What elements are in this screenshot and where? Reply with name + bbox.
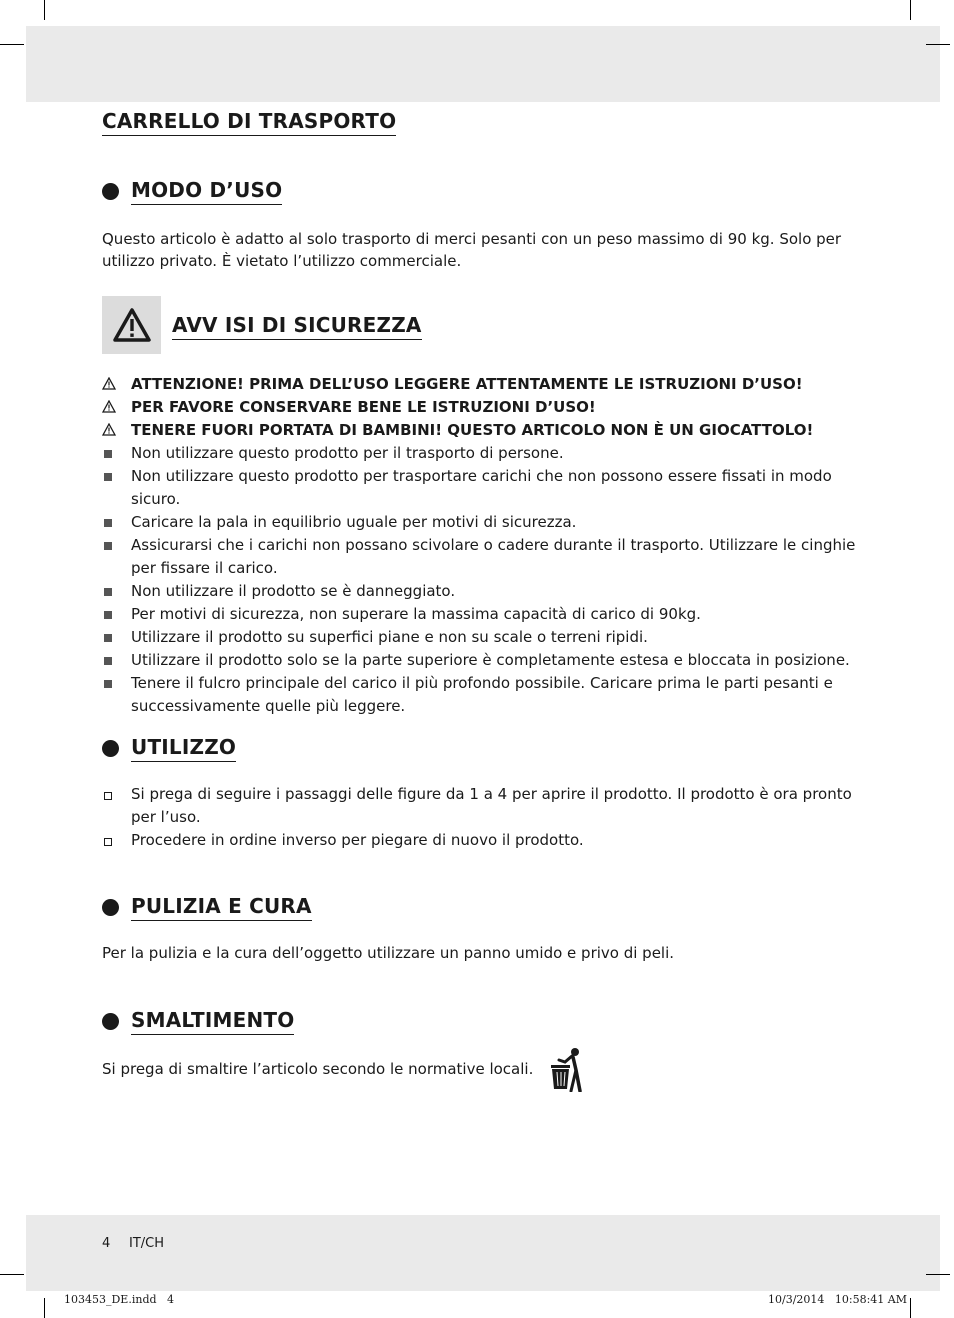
disposal-row xyxy=(102,1046,585,1092)
square-bullet-icon xyxy=(104,588,112,596)
list-item-text: Assicurarsi che i carichi non possano scivolare o cadere durante il trasporto. Utilizzare le cinghie per fissare il carico. xyxy=(131,536,856,577)
crop-mark xyxy=(910,0,911,20)
list-item-text: Tenere il fulcro principale del carico il più profondo possibile. Caricare prima le parti pesanti e successivamente quelle più leggere. xyxy=(131,674,833,715)
list-item xyxy=(102,534,862,580)
waste-bin-icon xyxy=(549,1046,585,1092)
checkbox-bullet-icon xyxy=(104,792,112,800)
list-item xyxy=(102,465,862,511)
list-item-text: Utilizzare il prodotto su superfici piane e non su scale o terreni ripidi. xyxy=(131,628,648,646)
list-item xyxy=(102,626,862,649)
list-item xyxy=(102,829,862,852)
cleaning-heading: PULIZIA E CURA xyxy=(131,893,312,921)
list-item-text: Procedere in ordine inverso per piegare di nuovo il prodotto. xyxy=(131,831,584,849)
small-warning-icon xyxy=(102,423,116,436)
list-item-text: Non utilizzare questo prodotto per il trasporto di persone. xyxy=(131,444,564,462)
warning-triangle-icon xyxy=(112,307,152,343)
top-band xyxy=(26,26,940,102)
list-item xyxy=(102,672,862,718)
square-bullet-icon xyxy=(104,473,112,481)
slug-timestamp: 10/3/2014 10:58:41 AM xyxy=(768,1293,907,1306)
bottom-band xyxy=(26,1215,940,1291)
bullet-dot-icon xyxy=(102,1013,119,1030)
list-item-text: Utilizzare il prodotto solo se la parte superiore è completamente estesa e bloccata in posizione. xyxy=(131,651,850,669)
operation-heading: UTILIZZO xyxy=(131,734,236,762)
small-warning-icon xyxy=(102,377,116,390)
small-warning-icon xyxy=(102,400,116,413)
disposal-text: Si prega di smaltire l’articolo secondo le normative locali. xyxy=(102,1060,534,1078)
list-item xyxy=(102,783,862,829)
crop-mark xyxy=(926,1274,950,1275)
operation-list xyxy=(102,783,862,852)
square-bullet-icon xyxy=(104,450,112,458)
square-bullet-icon xyxy=(104,634,112,642)
usage-heading: MODO D’USO xyxy=(131,177,282,205)
crop-mark xyxy=(44,1298,45,1318)
checkbox-bullet-icon xyxy=(104,838,112,846)
list-item-text: Si prega di seguire i passaggi delle figure da 1 a 4 per aprire il prodotto. Il prodotto è ora pronto per l’uso. xyxy=(131,785,852,826)
crop-mark xyxy=(0,44,24,45)
section-cleaning-header xyxy=(102,893,312,921)
list-item xyxy=(102,511,862,534)
list-item xyxy=(102,603,862,626)
section-operation-header xyxy=(102,734,236,762)
list-item xyxy=(102,442,862,465)
square-bullet-icon xyxy=(104,611,112,619)
usage-text: Questo articolo è adatto al solo trasporto di merci pesanti con un peso massimo di 90 kg. Solo per utilizzo privato. È vietato l’utilizzo commerciale. xyxy=(102,230,842,270)
safety-heading: AVV ISI DI SICUREZZA xyxy=(172,312,422,340)
square-bullet-icon xyxy=(104,519,112,527)
crop-mark xyxy=(926,44,950,45)
square-bullet-icon xyxy=(104,542,112,550)
cleaning-text: Per la pulizia e la cura dell’oggetto utilizzare un panno umido e privo di peli. xyxy=(102,944,675,962)
bullet-dot-icon xyxy=(102,899,119,916)
list-item xyxy=(102,580,862,603)
language-code: IT/CH xyxy=(129,1236,165,1251)
disposal-heading: SMALTIMENTO xyxy=(131,1007,294,1035)
safety-list xyxy=(102,373,862,718)
warning-item xyxy=(102,396,862,419)
bullet-dot-icon xyxy=(102,740,119,757)
section-safety-header xyxy=(172,312,422,340)
square-bullet-icon xyxy=(104,657,112,665)
crop-mark xyxy=(910,1298,911,1318)
list-item-text: Caricare la pala in equilibrio uguale per motivi di sicurezza. xyxy=(131,513,577,531)
warning-item xyxy=(102,373,862,396)
page-number: 4 xyxy=(102,1236,111,1251)
list-item-text: Non utilizzare questo prodotto per trasportare carichi che non possono essere fissati in modo sicuro. xyxy=(131,467,832,508)
list-item xyxy=(102,649,862,672)
warning-text: PER FAVORE CONSERVARE BENE LE ISTRUZIONI D’USO! xyxy=(131,398,596,416)
list-item-text: Non utilizzare il prodotto se è danneggiato. xyxy=(131,582,456,600)
warning-text: ATTENZIONE! PRIMA DELL’USO LEGGERE ATTENTAMENTE LE ISTRUZIONI D’USO! xyxy=(131,375,803,393)
square-bullet-icon xyxy=(104,680,112,688)
section-disposal-header xyxy=(102,1007,294,1035)
warning-text: TENERE FUORI PORTATA DI BAMBINI! QUESTO ARTICOLO NON È UN GIOCATTOLO! xyxy=(131,421,814,439)
crop-mark xyxy=(44,0,45,20)
page-title: CARRELLO DI TRASPORTO xyxy=(102,108,396,136)
crop-mark xyxy=(0,1274,24,1275)
section-usage-header xyxy=(102,177,282,205)
slug-filename: 103453_DE.indd 4 xyxy=(64,1293,175,1306)
warning-box xyxy=(102,296,161,354)
list-item-text: Per motivi di sicurezza, non superare la massima capacità di carico di 90kg. xyxy=(131,605,701,623)
bullet-dot-icon xyxy=(102,183,119,200)
warning-item xyxy=(102,419,862,442)
